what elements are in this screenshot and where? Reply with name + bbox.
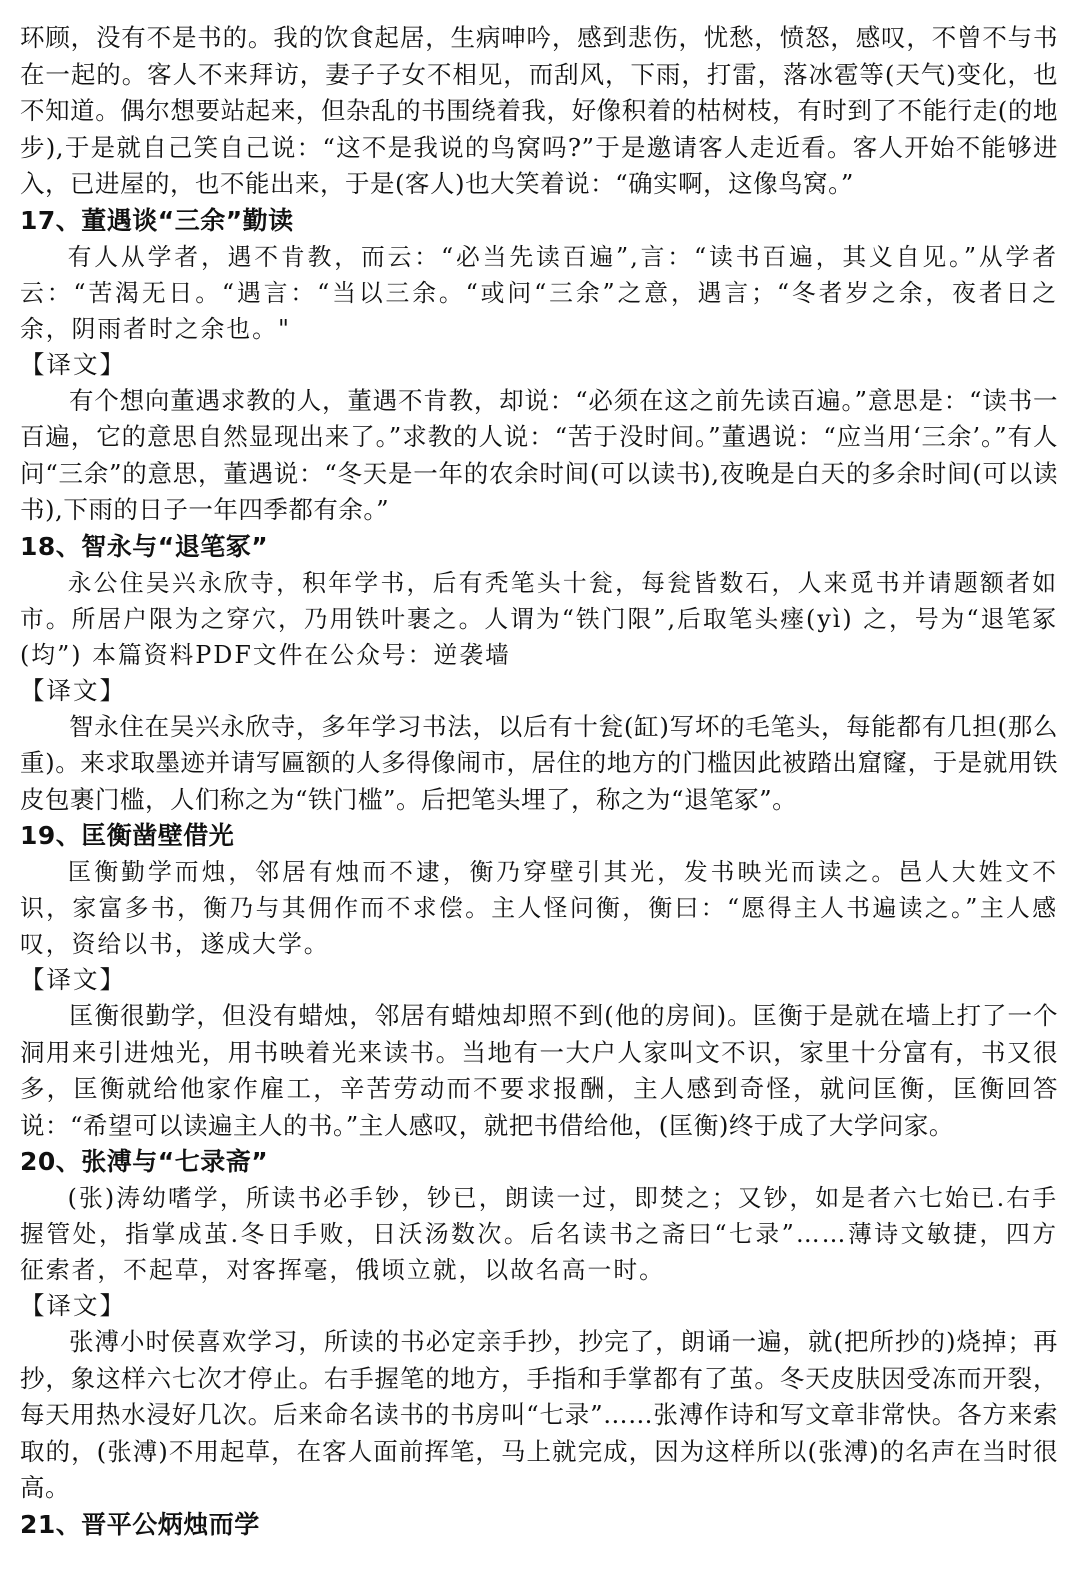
section-title: 17、董遇谈“三余”勤读: [20, 205, 294, 235]
section-18: [20, 529, 1058, 819]
translation-text: 有个想向董遇求教的人，董遇不肯教，却说：“必须在这之前先读百遍。”意思是：“读书一百遍，它的意思自然显现出来了。”求教的人说：“苦于没时间。”董遇说：“应当用‘三余’。”有人问“三余”的意思，董遇说：“冬天是一年的农余时间(可以读书),夜晚是白天的多余时间(可以读书),下雨的日子一年四季都有余。”: [20, 385, 1058, 524]
original-text: 永公住吴兴永欣寺，积年学书，后有秃笔头十瓮，每瓮皆数石，人来觅书并请题额者如市。所居户限为之穿穴，乃用铁叶裹之。人谓为“铁门限”,后取笔头瘗(yì) 之，号为“退笔冢(均”) 本篇资料PDF文件在公众号：逆袭墙: [20, 568, 1058, 669]
translation-label: 【译文】: [20, 675, 126, 705]
next-section-title: 21、晋平公炳烛而学: [20, 1509, 260, 1539]
translation-text: 匡衡很勤学，但没有蜡烛，邻居有蜡烛却照不到(他的房间)。匡衡于是就在墙上打了一个洞用来引进烛光，用书映着光来读书。当地有一大户人家叫文不识，家里十分富有，书又很多，匡衡就给他家作雇工，辛苦劳动而不要求报酬，主人感到奇怪，就问匡衡，匡衡回答说：“希望可以读遍主人的书。”主人感叹，就把书借给他，(匡衡)终于成了大学问家。: [20, 1001, 1058, 1140]
translation-label: 【译文】: [20, 965, 126, 994]
section-title: 20、张溥与“七录斋”: [20, 1147, 269, 1176]
section-title: 19、匡衡凿壁借光: [20, 821, 235, 850]
original-text: 匡衡勤学而烛，邻居有烛而不逮，衡乃穿壁引其光，发书映光而读之。邑人大姓文不识，家富多书，衡乃与其佣作而不求偿。主人怪问衡，衡曰：“愿得主人书遍读之。”主人感叹，资给以书，遂成大学。: [20, 858, 1058, 958]
original-text: (张)涛幼嗜学，所读书必手钞，钞已，朗读一过，即焚之；又钞，如是者六七始已.右手握管处，指掌成茧.冬日手败，日沃汤数次。后名读书之斋曰“七录”……薄诗文敏捷，四方征索者，不起草，对客挥毫，俄顷立就，以故名高一时。: [20, 1184, 1058, 1284]
section-20: [20, 1144, 1058, 1507]
translation-text: 智永住在吴兴永欣寺，多年学习书法，以后有十瓮(缸)写坏的毛笔头，每能都有几担(那么重)。来求取墨迹并请写匾额的人多得像闹市，居住的地方的门槛因此被踏出窟窿，于是就用铁皮包裹门槛，人们称之为“铁门槛”。后把笔头埋了，称之为“退笔冢”。: [20, 711, 1058, 814]
section-17: [20, 203, 1058, 529]
section-19: [20, 818, 1058, 1144]
translation-label: 【译文】: [20, 349, 126, 379]
original-text: 有人从学者，遇不肯教，而云：“必当先读百遍”,言：“读书百遍，其义自见。”从学者云：“苦渴无日。“遇言：“当以三余。“或问“三余”之意，遇言；“冬者岁之余，夜者日之余，阴雨者时之余也。": [20, 242, 1058, 343]
intro-paragraph: 环顾，没有不是书的。我的饮食起居，生病呻吟，感到悲伤，忧愁，愤怒，感叹，不曾不与书在一起的。客人不来拜访，妻子子女不相见，而刮风，下雨，打雷，落冰雹等(天气)变化，也不知道。偶尔想要站起来，但杂乱的书围绕着我，好像积着的枯树枝，有时到了不能行走(的地步),于是就自己笑自己说：“这不是我说的鸟窝吗?”于是邀请客人走近看。客人开始不能够进入，已进屋的，也不能出来，于是(客人)也大笑着说：“确实啊，这像鸟窝。”: [20, 23, 1058, 198]
translation-text: 张溥小时侯喜欢学习，所读的书必定亲手抄，抄完了，朗诵一遍，就(把所抄的)烧掉；再抄，象这样六七次才停止。右手握笔的地方，手指和手掌都有了茧。冬天皮肤因受冻而开裂，每天用热水浸好几次。后来命名读书的书房叫“七录”……张溥作诗和写文章非常快。各方来索取的，(张溥)不用起草，在客人面前挥笔，马上就完成，因为这样所以(张溥)的名声在当时很高。: [20, 1327, 1058, 1502]
section-title: 18、智永与“退笔冢”: [20, 531, 269, 561]
translation-label: 【译文】: [20, 1291, 126, 1320]
